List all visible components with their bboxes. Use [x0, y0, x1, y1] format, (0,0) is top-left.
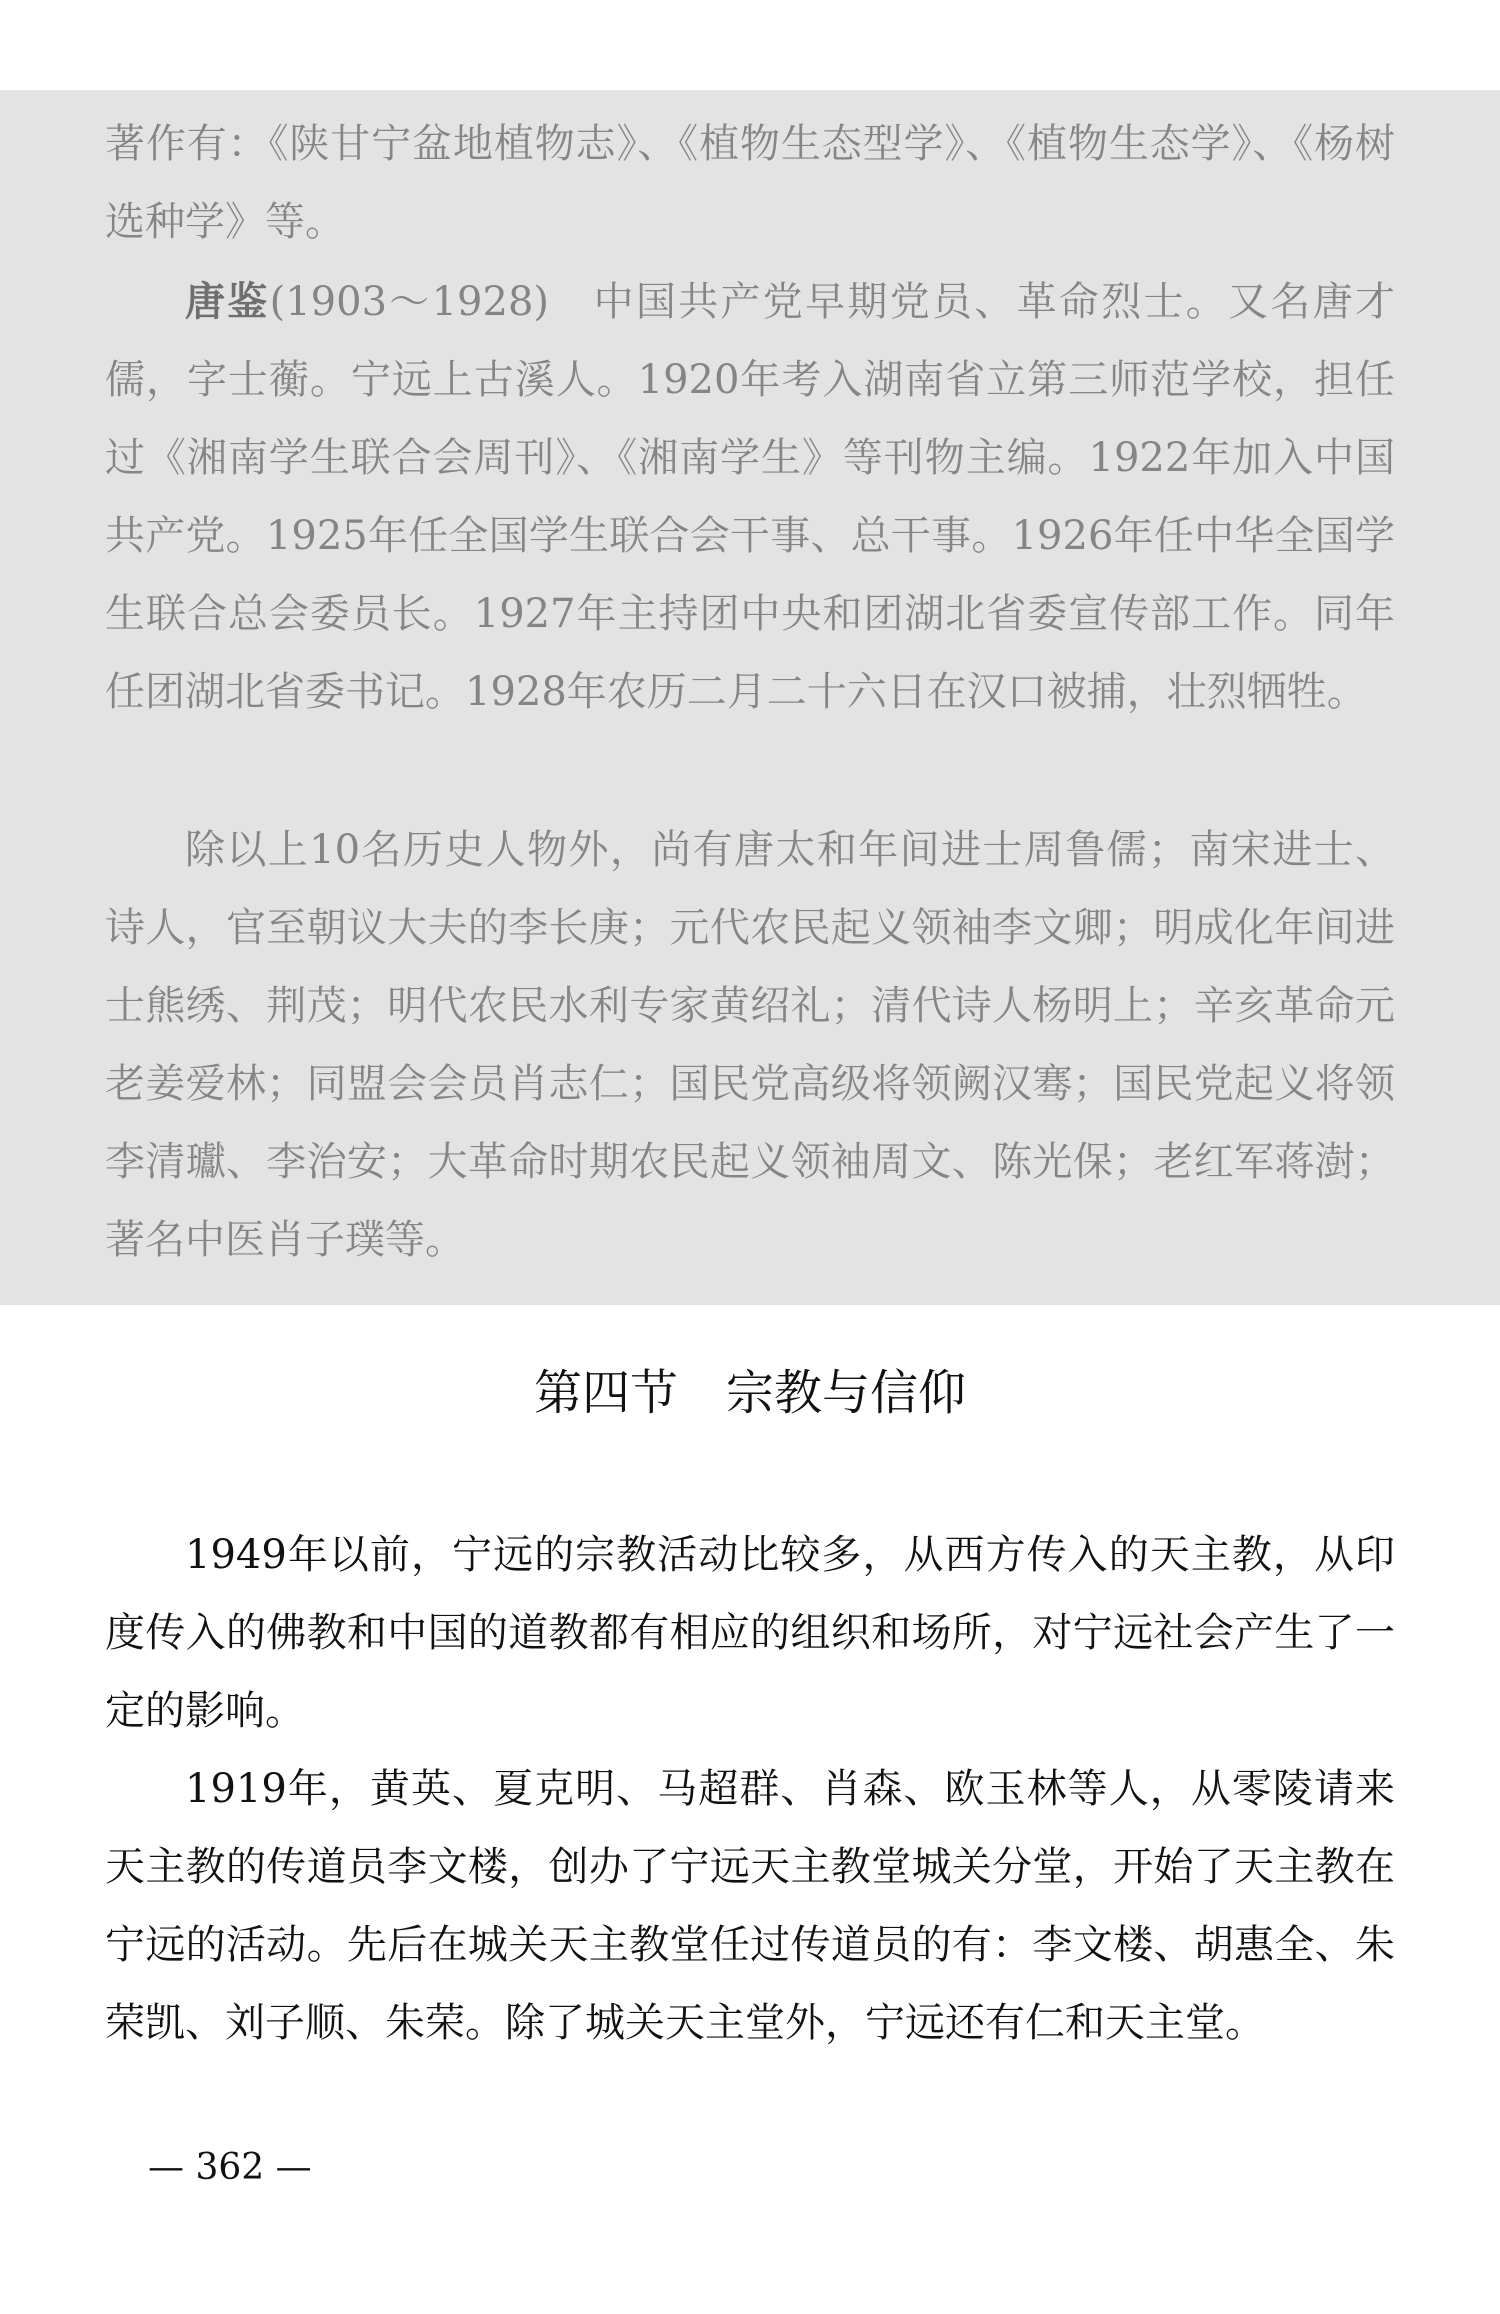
previous-paragraph-3	[105, 811, 1395, 1279]
biography-tang-jian	[105, 263, 1395, 731]
biography-text: (1903～1928) 中国共产党早期党员、革命烈士。又名唐才儒，字士蘅。宁远上古溪人。1920年考入湖南省立第三师范学校，担任过《湘南学生联合会周刊》、《湘南学生》等刊物主编。1922年加入中国共产党。1925年任全国学生联合会干事、总干事。1926年任中华全国学生联合总会委员长。1927年主持团中央和团湖北省委宣传部工作。同年任团湖北省委书记。1928年农历二月二十六日在汉口被捕，壮烈牺牲。	[105, 279, 1396, 715]
section-heading: 第四节 宗教与信仰	[533, 1365, 966, 1421]
section-paragraph-2-text: 1919年，黄英、夏克明、马超群、肖森、欧玉林等人，从零陵请来天主教的传道员李文楼，创办了宁远天主教堂城关分堂，开始了天主教在宁远的活动。先后在城关天主教堂任过传道员的有：李文楼、胡惠全、朱荣凯、刘子顺、朱荣。除了城关天主堂外，宁远还有仁和天主堂。	[105, 1766, 1395, 2046]
page-number: — 362 —	[148, 2147, 312, 2188]
section-paragraph-2	[105, 1750, 1395, 2062]
previous-paragraph-1	[105, 105, 1395, 261]
previous-paragraph-2	[105, 263, 1395, 731]
previous-paragraph-3-text: 除以上10名历史人物外，尚有唐太和年间进士周鲁儒；南宋进士、诗人，官至朝议大夫的李长庚；元代农民起义领袖李文卿；明成化年间进士熊绣、荆茂；明代农民水利专家黄绍礼；清代诗人杨明上；辛亥革命元老姜爱林；同盟会会员肖志仁；国民党高级将领阙汉骞；国民党起义将领李清瓛、李治安；大革命时期农民起义领袖周文、陈光保；老红军蒋澍；著名中医肖子璞等。	[105, 827, 1395, 1263]
section-paragraph-1-text: 1949年以前，宁远的宗教活动比较多，从西方传入的天主教，从印度传入的佛教和中国的道教都有相应的组织和场所，对宁远社会产生了一定的影响。	[105, 1532, 1395, 1734]
section-paragraph-1	[105, 1516, 1395, 1750]
person-name: 唐鉴	[185, 278, 270, 325]
previous-paragraph-1-text: 著作有：《陕甘宁盆地植物志》、《植物生态型学》、《植物生态学》、《杨树选种学》等。	[105, 121, 1395, 245]
